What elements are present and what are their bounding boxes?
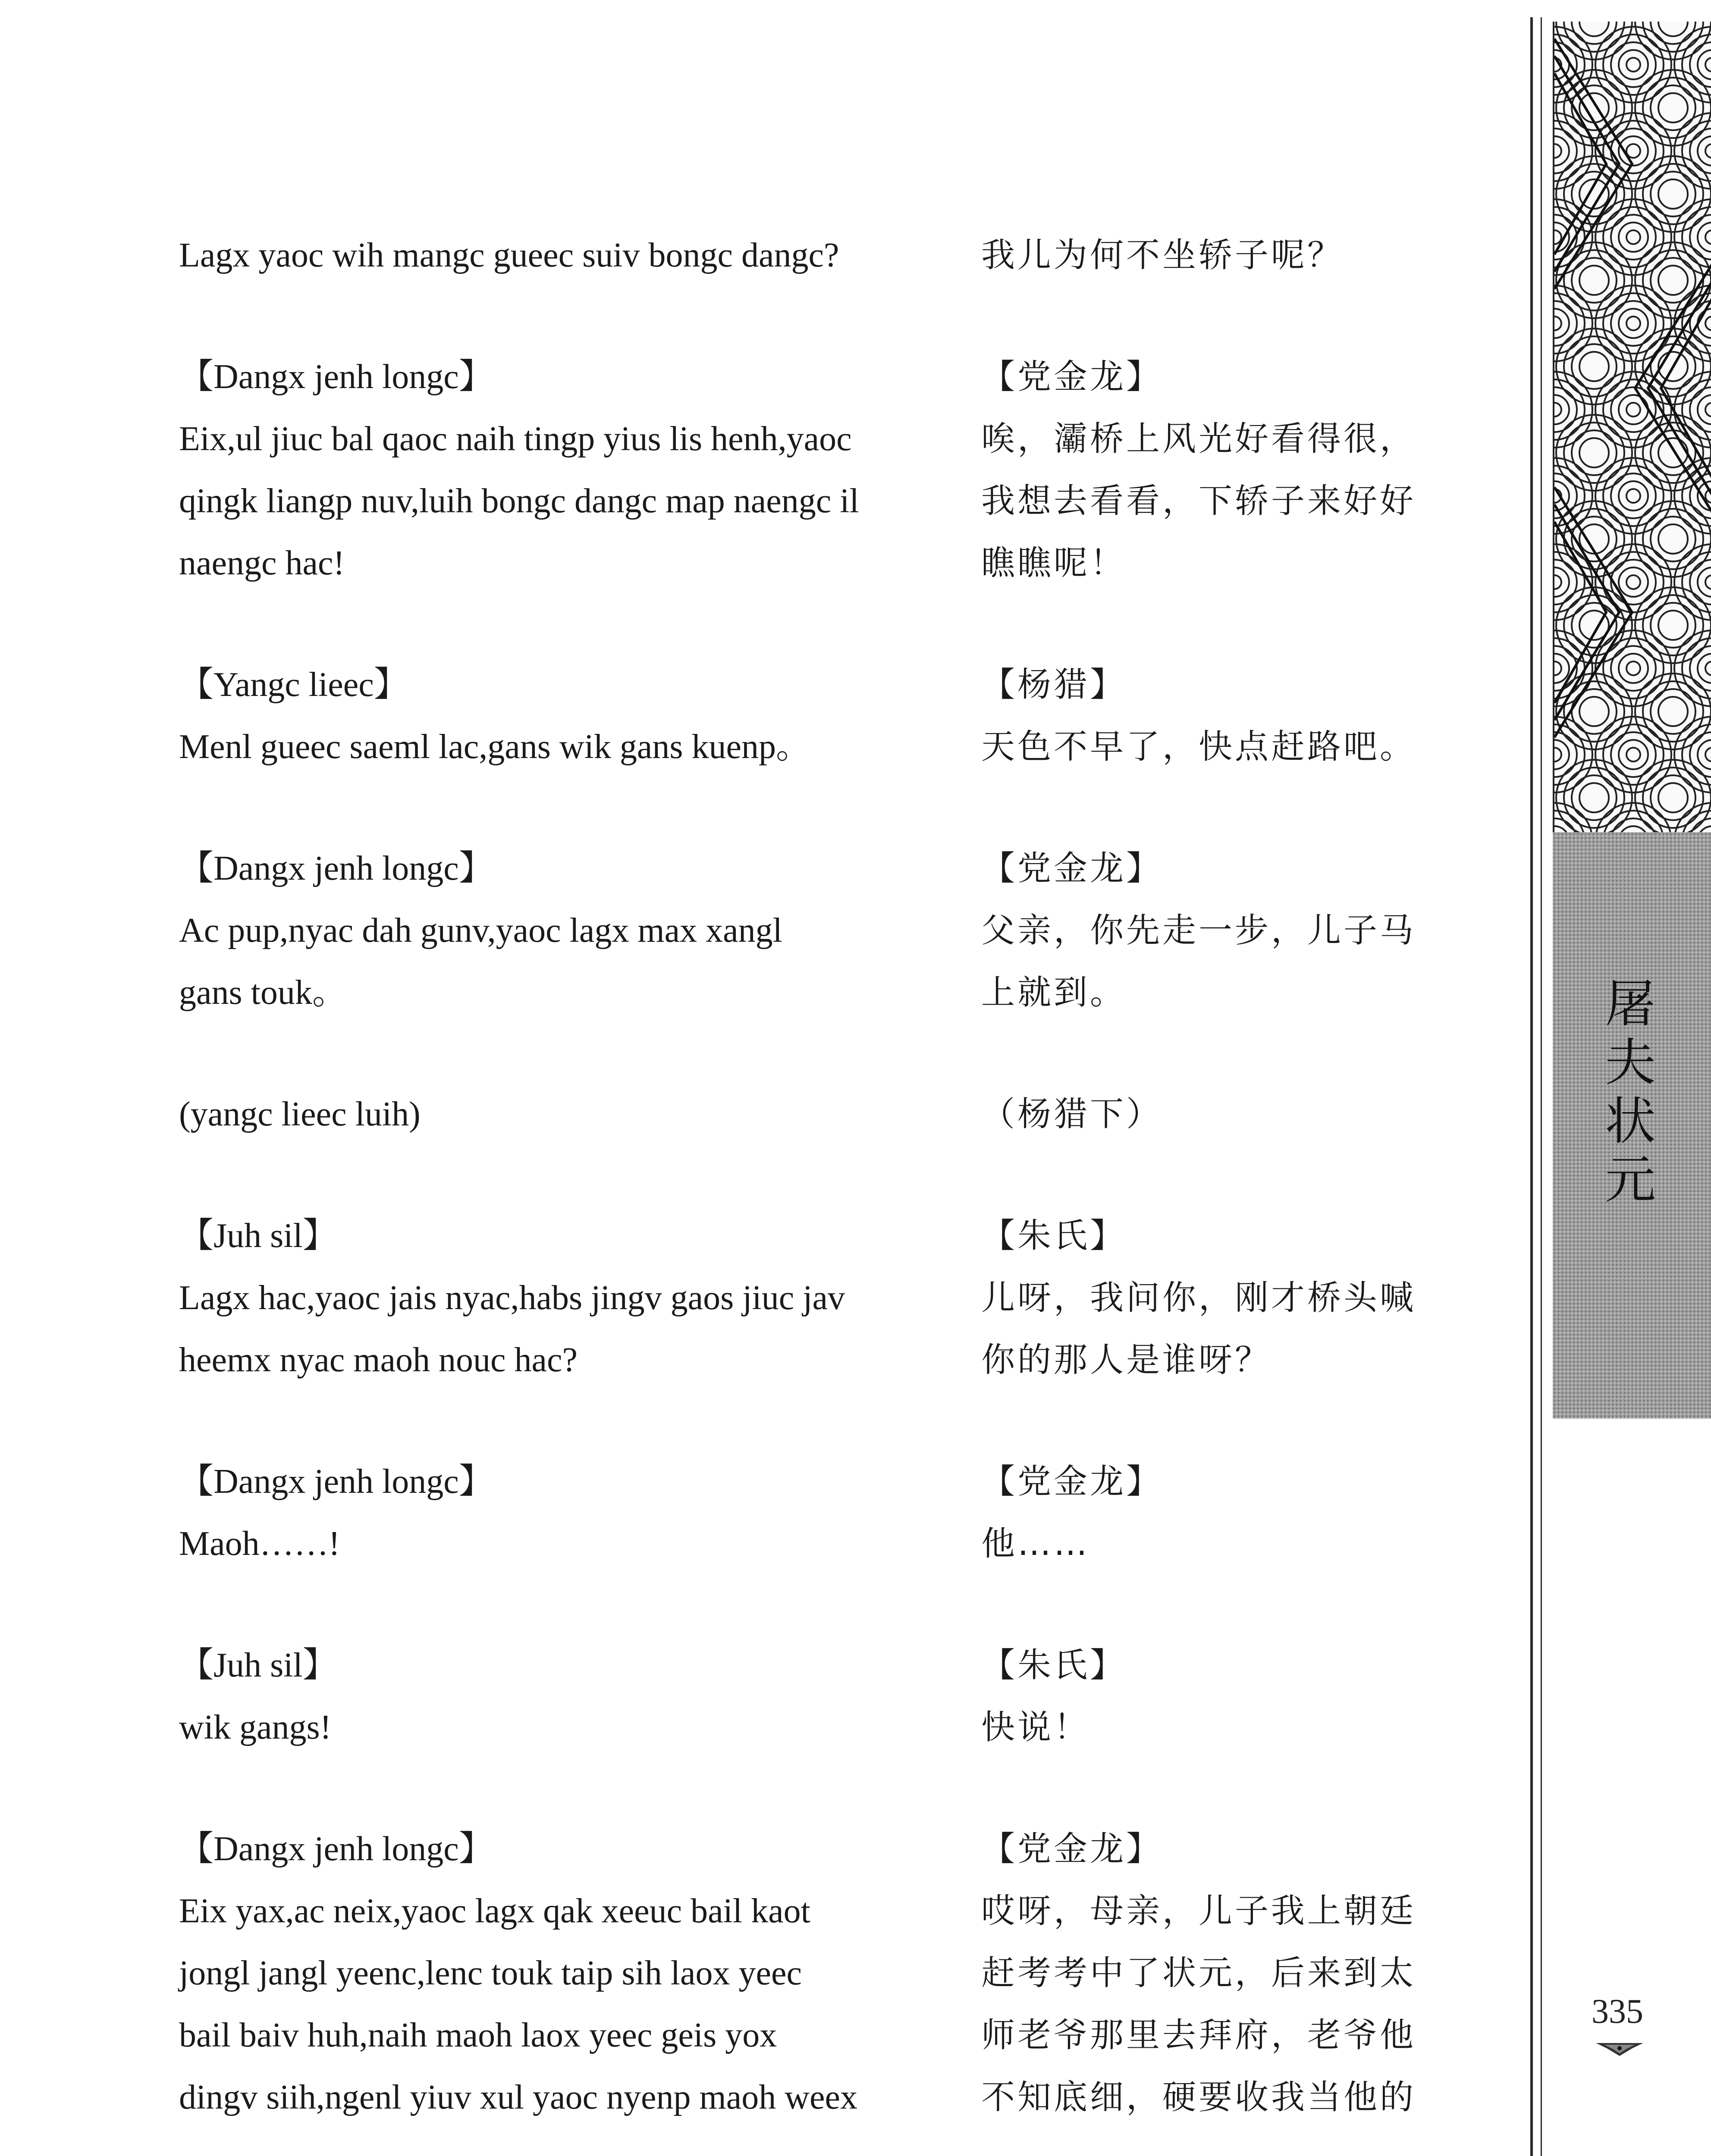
dong-speaker: 【Juh sil】 [179,1217,337,1255]
chinese-text [981,1205,1464,1391]
dong-line: Maoh……! [179,1525,340,1563]
page-number: 335 [1592,1993,1643,2031]
dong-line: naengc hac! [179,544,345,582]
dialogue-entry [179,1818,1473,2128]
chinese-line: 唉，灞桥上风光好看得很， [981,420,1416,458]
chinese-line: 他…… [981,1524,1090,1563]
chinese-line: 父亲，你先走一步，儿子马 [981,911,1416,950]
chinese-text [981,346,1464,594]
dong-text [179,654,934,778]
dialogue-entry [179,224,1473,286]
chinese-text [981,837,1464,1024]
dong-speaker: 【Dangx jenh longc】 [179,1463,493,1501]
title-char: 夫 [1604,1033,1656,1092]
dialogue-entry [179,654,1473,778]
chinese-text [981,1818,1464,2128]
dong-text [179,224,934,286]
title-char: 状 [1604,1091,1656,1151]
dong-text [179,346,934,594]
dong-line: Lagx hac,yaoc jais nyac,habs jingv gaos jiuc jav [179,1279,845,1317]
cloud-pattern-icon [1554,22,1711,832]
dong-text [179,837,934,1024]
title-char: 屠 [1604,974,1656,1034]
dialogue-columns [179,224,1473,2156]
dong-text [179,1205,934,1391]
chinese-line: 天色不早了，快点赶路吧。 [981,727,1416,766]
chinese-speaker: 【党金龙】 [981,1830,1163,1868]
chinese-speaker: 【党金龙】 [981,1462,1163,1501]
dong-speaker: 【Dangx jenh longc】 [179,1830,493,1868]
dong-speaker: 【Yangc lieec】 [179,666,408,704]
dong-text [179,1634,934,1758]
chinese-line: 瞧瞧呢！ [981,544,1127,583]
chinese-line: 儿呀，我问你，刚才桥头喊 [981,1279,1416,1317]
chinese-line: 快说！ [981,1708,1090,1747]
margin-rule-inner [1541,17,1542,2156]
chinese-speaker: 【朱氏】 [981,1216,1127,1255]
page-number-ornament-icon [1596,2040,1643,2057]
cloud-pattern-ornament [1553,22,1711,832]
chinese-text [981,1451,1464,1575]
chinese-speaker: 【朱氏】 [981,1646,1127,1685]
dialogue-entry [179,346,1473,594]
dong-text [179,1451,934,1575]
dong-line: Eix yax,ac neix,yaoc lagx qak xeeuc bail kaot [179,1892,810,1930]
dong-line: jongl jangl yeenc,lenc touk taip sih laox yeec [179,1954,802,1992]
dialogue-entry [179,1083,1473,1145]
dialogue-entry [179,1205,1473,1391]
dong-line: heemx nyac maoh nouc hac? [179,1341,578,1379]
dong-speaker: 【Dangx jenh longc】 [179,849,493,887]
dong-line: wik gangs! [179,1708,332,1746]
chinese-speaker: 【杨猎】 [981,665,1127,704]
dialogue-entry [179,1451,1473,1575]
stage-direction: (yangc lieec luih) [179,1095,421,1133]
dong-line: gans touk。 [179,974,347,1012]
title-char: 元 [1604,1150,1656,1210]
dong-line: Lagx yaoc wih mangc gueec suiv bongc dangc? [179,236,839,274]
dong-text [179,1818,934,2128]
margin-rule [1530,17,1533,2156]
dong-line: Eix,ul jiuc bal qaoc naih tingp yius lis henh,yaoc [179,420,852,458]
dong-line: Ac pup,nyac dah gunv,yaoc lagx max xangl [179,912,782,950]
chinese-text [981,224,1464,286]
chinese-line: 不知底细，硬要收我当他的 [981,2078,1416,2117]
chinese-line: 我想去看看，下轿子来好好 [981,482,1416,520]
chinese-speaker: 【党金龙】 [981,357,1163,396]
dong-speaker: 【Juh sil】 [179,1646,337,1684]
book-title-vertical [1596,975,1665,1209]
dialogue-entry [179,837,1473,1024]
dialogue-entry [179,1634,1473,1758]
chinese-line: 我儿为何不坐轿子呢？ [981,236,1344,275]
chinese-line: 师老爷那里去拜府，老爷他 [981,2016,1416,2055]
dong-line: bail baiv huh,naih maoh laox yeec geis yox [179,2016,777,2054]
chinese-text [981,1083,1464,1145]
dong-line: Menl gueec saeml lac,gans wik gans kuenp。 [179,728,811,766]
dong-speaker: 【Dangx jenh longc】 [179,358,493,396]
dong-line: qingk liangp nuv,luih bongc dangc map naengc il [179,482,859,520]
chinese-line: 上就到。 [981,973,1127,1012]
stage-direction: （杨猎下） [981,1095,1163,1134]
dong-text [179,1083,934,1145]
chinese-speaker: 【党金龙】 [981,849,1163,888]
chinese-line: 哎呀，母亲，儿子我上朝廷 [981,1892,1416,1930]
chinese-text [981,1634,1464,1758]
chinese-text [981,654,1464,778]
dong-line: dingv siih,ngenl yiuv xul yaoc nyenp maoh weex [179,2078,858,2116]
chinese-line: 赶考考中了状元，后来到太 [981,1954,1416,1993]
chinese-line: 你的那人是谁呀？ [981,1341,1271,1379]
